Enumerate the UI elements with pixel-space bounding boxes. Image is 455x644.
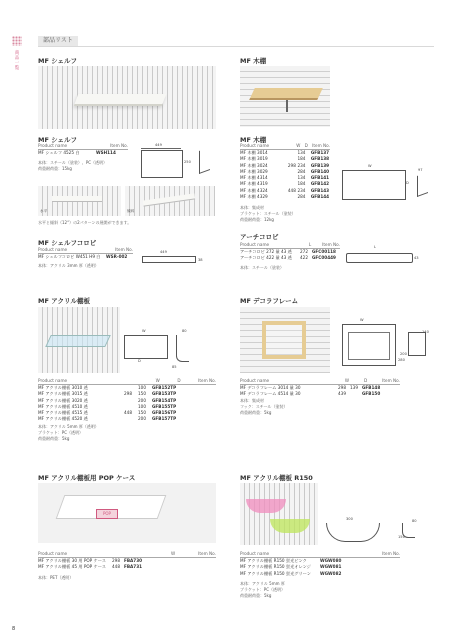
table-row: MF アクリル棚板 R150 蛍光オレンジ WGW081 — [240, 564, 342, 570]
frame-title: MF デコラフレーム — [240, 297, 299, 305]
wood-spec-title: MF 木棚 — [240, 136, 267, 144]
table-row: MF 木棚 4329 284 GFB144 — [240, 194, 330, 200]
korobi-notes: 本体：アクリル 3mm 厚（透明） — [38, 263, 99, 268]
shelf-spec-title: MF シェルフ — [38, 136, 78, 144]
pop-title: MF アクリル棚板用 POP ケース — [38, 474, 136, 482]
table-row: アーチコロビ 272 量 43 透 272 GFC00118 — [240, 249, 336, 254]
arch-diagram: L 43 — [344, 245, 439, 270]
pop-table — [38, 551, 216, 571]
table-header: Product name L Item No. — [240, 242, 340, 247]
table-row: MF アクリル棚板 30 用 POP ケース 298 FBA730 — [38, 558, 143, 563]
shelf-caption: 水平と傾斜（12°）の2パターンの展開ができます。 — [38, 220, 132, 225]
table-row: MF デコラフレーム 4514 量 30 439 GFB150 — [240, 391, 381, 397]
table-row: MF 木棚 4324 448 234 GFB143 — [240, 187, 330, 193]
acrylic-notes: 本体：アクリル 5mm 厚（透明） ブラケット：PC（透明） 荷重耐荷重：5kg — [38, 424, 99, 441]
table-row: MF アクリル棚板 4510 透 100 GFB155TP — [38, 403, 177, 409]
side-category-label: 商品一覧 — [14, 50, 19, 70]
table-row: MF アクリル棚板 R150 蛍光ピンク WGW080 — [240, 558, 342, 563]
table-header: Product name Item No. — [38, 247, 133, 252]
arch-table — [240, 242, 340, 262]
shelf-diagram: 449 250 — [137, 143, 217, 181]
table-row: MF 木棚 3024 298 234 GFB139 — [240, 162, 330, 168]
side-dot-pattern — [12, 36, 22, 46]
table-row: MF 木棚 4314 134 GFB141 — [240, 175, 330, 181]
shelf-title: MF シェルフ — [38, 57, 78, 65]
table-header: Product name Item No. — [38, 143, 128, 148]
section-badge: 部品リスト — [38, 36, 78, 46]
table-row: MF アクリル棚板 4520 透 200 GFB157TP — [38, 416, 177, 422]
wood-diagram: W D 97 — [340, 164, 435, 204]
r150-title: MF アクリル棚板 R150 — [240, 474, 313, 482]
pop-photo: POP — [38, 483, 216, 543]
shelf-spec-table — [38, 143, 128, 156]
shelf-level-photo: 水平 — [38, 186, 121, 216]
shelf-notes: 本体：スチール（塗装）、PC（透明） 荷重耐荷重：15kg — [38, 160, 108, 171]
table-row: MF 木棚 4319 184 GFB142 — [240, 181, 330, 187]
wood-notes: 本体：集成材 ブラケット：スチール（塗装） 荷重耐荷重：12kg — [240, 205, 296, 222]
r150-notes: 本体：アクリル 5mm 厚 ブラケット：PC（透明） 荷重耐荷重：5kg — [240, 581, 286, 598]
table-row: MF シェルフ 4525 白 WSH114 — [38, 150, 116, 155]
acrylic-diagram: W D 80 85 — [122, 325, 217, 375]
korobi-diagram: 449 38 — [140, 250, 220, 270]
r150-table — [240, 551, 400, 577]
table-row: MF アクリル棚板 3015 透 298 150 GFB153TP — [38, 391, 177, 397]
r150-photo — [240, 483, 318, 545]
table-row: MF 木棚 3014 134 GFB137 — [240, 150, 330, 155]
table-header: Product name W D Item No. — [240, 378, 400, 383]
r150-diagram: 300 80 150 — [322, 505, 437, 545]
page-number: 8 — [12, 626, 16, 632]
frame-table — [240, 378, 400, 398]
frame-notes: 本体：集成材 フック：スチール（塗装） 荷重耐荷重：5kg — [240, 398, 288, 415]
table-row: MF 木棚 3019 184 GFB138 — [240, 156, 330, 162]
arch-title: アーチコロビ — [240, 233, 279, 241]
frame-diagram: W 140 200 280 — [340, 318, 440, 373]
table-header: Product name W D Item No. — [38, 378, 216, 383]
table-row: MF デコラフレーム 3014 量 30 298 139 GFB148 — [240, 385, 381, 390]
table-row: MF アクリル棚板 3020 透 200 GFB154TP — [38, 397, 177, 403]
table-row: MF 木棚 3029 284 GFB140 — [240, 168, 330, 174]
wood-shelf-title: MF 木棚 — [240, 57, 267, 65]
table-row: アーチコロビ 422 量 43 透 422 GFC00449 — [240, 255, 336, 261]
table-row: MF アクリル棚板 4515 透 448 150 GFB156TP — [38, 410, 177, 416]
wood-shelf-photo — [240, 66, 330, 127]
pop-notes: 本体：PET（透明） — [38, 575, 74, 580]
wood-spec-table — [240, 143, 330, 200]
table-row: MF アクリル棚板 3010 透 100 GFB152TP — [38, 385, 177, 390]
table-header: Product name Item No. — [240, 551, 400, 556]
frame-photo — [240, 307, 330, 373]
table-row: MF シェルフコロビ W451 H9 白 WSR-002 — [38, 254, 128, 259]
acrylic-photo — [38, 307, 120, 373]
korobi-table — [38, 247, 133, 260]
table-header: Product name W D Item No. — [240, 143, 330, 148]
korobi-title: MF シェルフコロビ — [38, 239, 97, 247]
header-rule — [38, 46, 434, 47]
arch-notes: 本体：スチール（塗装） — [240, 265, 284, 270]
acrylic-table — [38, 378, 216, 423]
table-row: MF アクリル棚板 R150 蛍光グリーン WGW082 — [240, 570, 342, 576]
table-row: MF アクリル棚板 45 用 POP ケース 448 FBA731 — [38, 564, 143, 570]
acrylic-title: MF アクリル棚板 — [38, 297, 90, 305]
shelf-photo — [38, 66, 216, 129]
shelf-tilt-photo: 傾斜 — [125, 186, 215, 216]
table-header: Product name W Item No. — [38, 551, 216, 556]
